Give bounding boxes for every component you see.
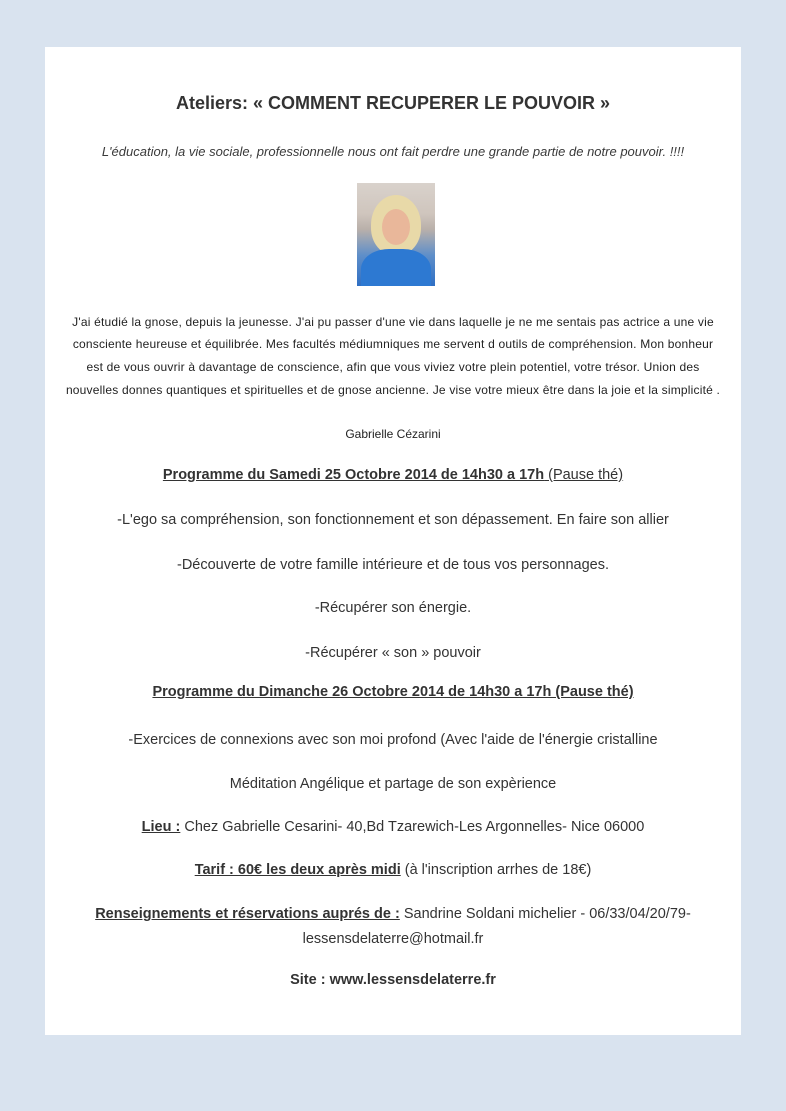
renseignements-value: Sandrine Soldani michelier - 06/33/04/20/79- (399, 906, 691, 922)
page-title: Ateliers: « COMMENT RECUPERER LE POUVOIR » (175, 93, 611, 113)
program-1-title: Programme du Samedi 25 Octobre 2014 de 14h30 a 17h (162, 467, 545, 483)
tarif-label: Tarif : 60€ les deux après midi (194, 862, 401, 878)
photo-face (382, 209, 410, 245)
bio-line-4: nouvelles donnes quantiques et spirituelles et de gnose ancienne. Je vise votre mieux être dans la joie et la simplicité . (65, 383, 721, 397)
renseignements-email: lessensdelaterre@hotmail.fr (302, 931, 484, 947)
program-1-item-2: -Découverte de votre famille intérieure et de tous vos personnages. (176, 557, 609, 573)
tarif-value: (à l'inscription arrhes de 18€) (400, 862, 592, 878)
site-link: Site : www.lessensdelaterre.fr (290, 972, 496, 988)
program-2-heading (45, 684, 741, 700)
lieu-line (45, 819, 741, 835)
bio-line-2: consciente heureuse et équilibrée. Mes facultés médiumniques me servent d outils de compréhension. Mon bonheur (72, 337, 714, 351)
subtitle: L'éducation, la vie sociale, professionnelle nous ont fait perdre une grande partie de notre pouvoir. !!!! (101, 144, 685, 159)
program-2-item-1: -Exercices de connexions avec son moi profond (Avec l'aide de l'énergie cristalline (128, 732, 658, 748)
renseignements-label: Renseignements et réservations auprés de : (95, 906, 400, 922)
bio-line-3: est de vous ouvrir à davantage de conscience, afin que vous viviez votre plein potentiel, votre trésor. Union des (86, 360, 700, 374)
bio-author: Gabrielle Cézarini (345, 427, 441, 441)
document-page (45, 47, 741, 1035)
program-1-item-4: -Récupérer « son » pouvoir (305, 645, 481, 661)
program-1-note: (Pause thé) (544, 467, 624, 483)
lieu-value: Chez Gabrielle Cesarini- 40,Bd Tzarewich-Les Argonnelles- Nice 06000 (180, 819, 645, 835)
program-1-heading (45, 467, 741, 483)
lieu-label: Lieu : (141, 819, 181, 835)
portrait-photo (357, 183, 435, 286)
tarif-line (45, 862, 741, 878)
program-2-item-2: Méditation Angélique et partage de son expèrience (229, 776, 557, 792)
program-1-item-3: -Récupérer son énergie. (314, 600, 472, 616)
program-1-item-1: -L'ego sa compréhension, son fonctionnement et son dépassement. En faire son allier (117, 512, 669, 528)
renseignements-line (45, 906, 741, 922)
photo-shoulders (361, 249, 431, 286)
program-2-title: Programme du Dimanche 26 Octobre 2014 de 14h30 a 17h (Pause thé) (152, 684, 634, 700)
bio-line-1: J'ai étudié la gnose, depuis la jeunesse. J'ai pu passer d'une vie dans laquelle je ne me sentais pas actrice a une vie (72, 315, 714, 329)
